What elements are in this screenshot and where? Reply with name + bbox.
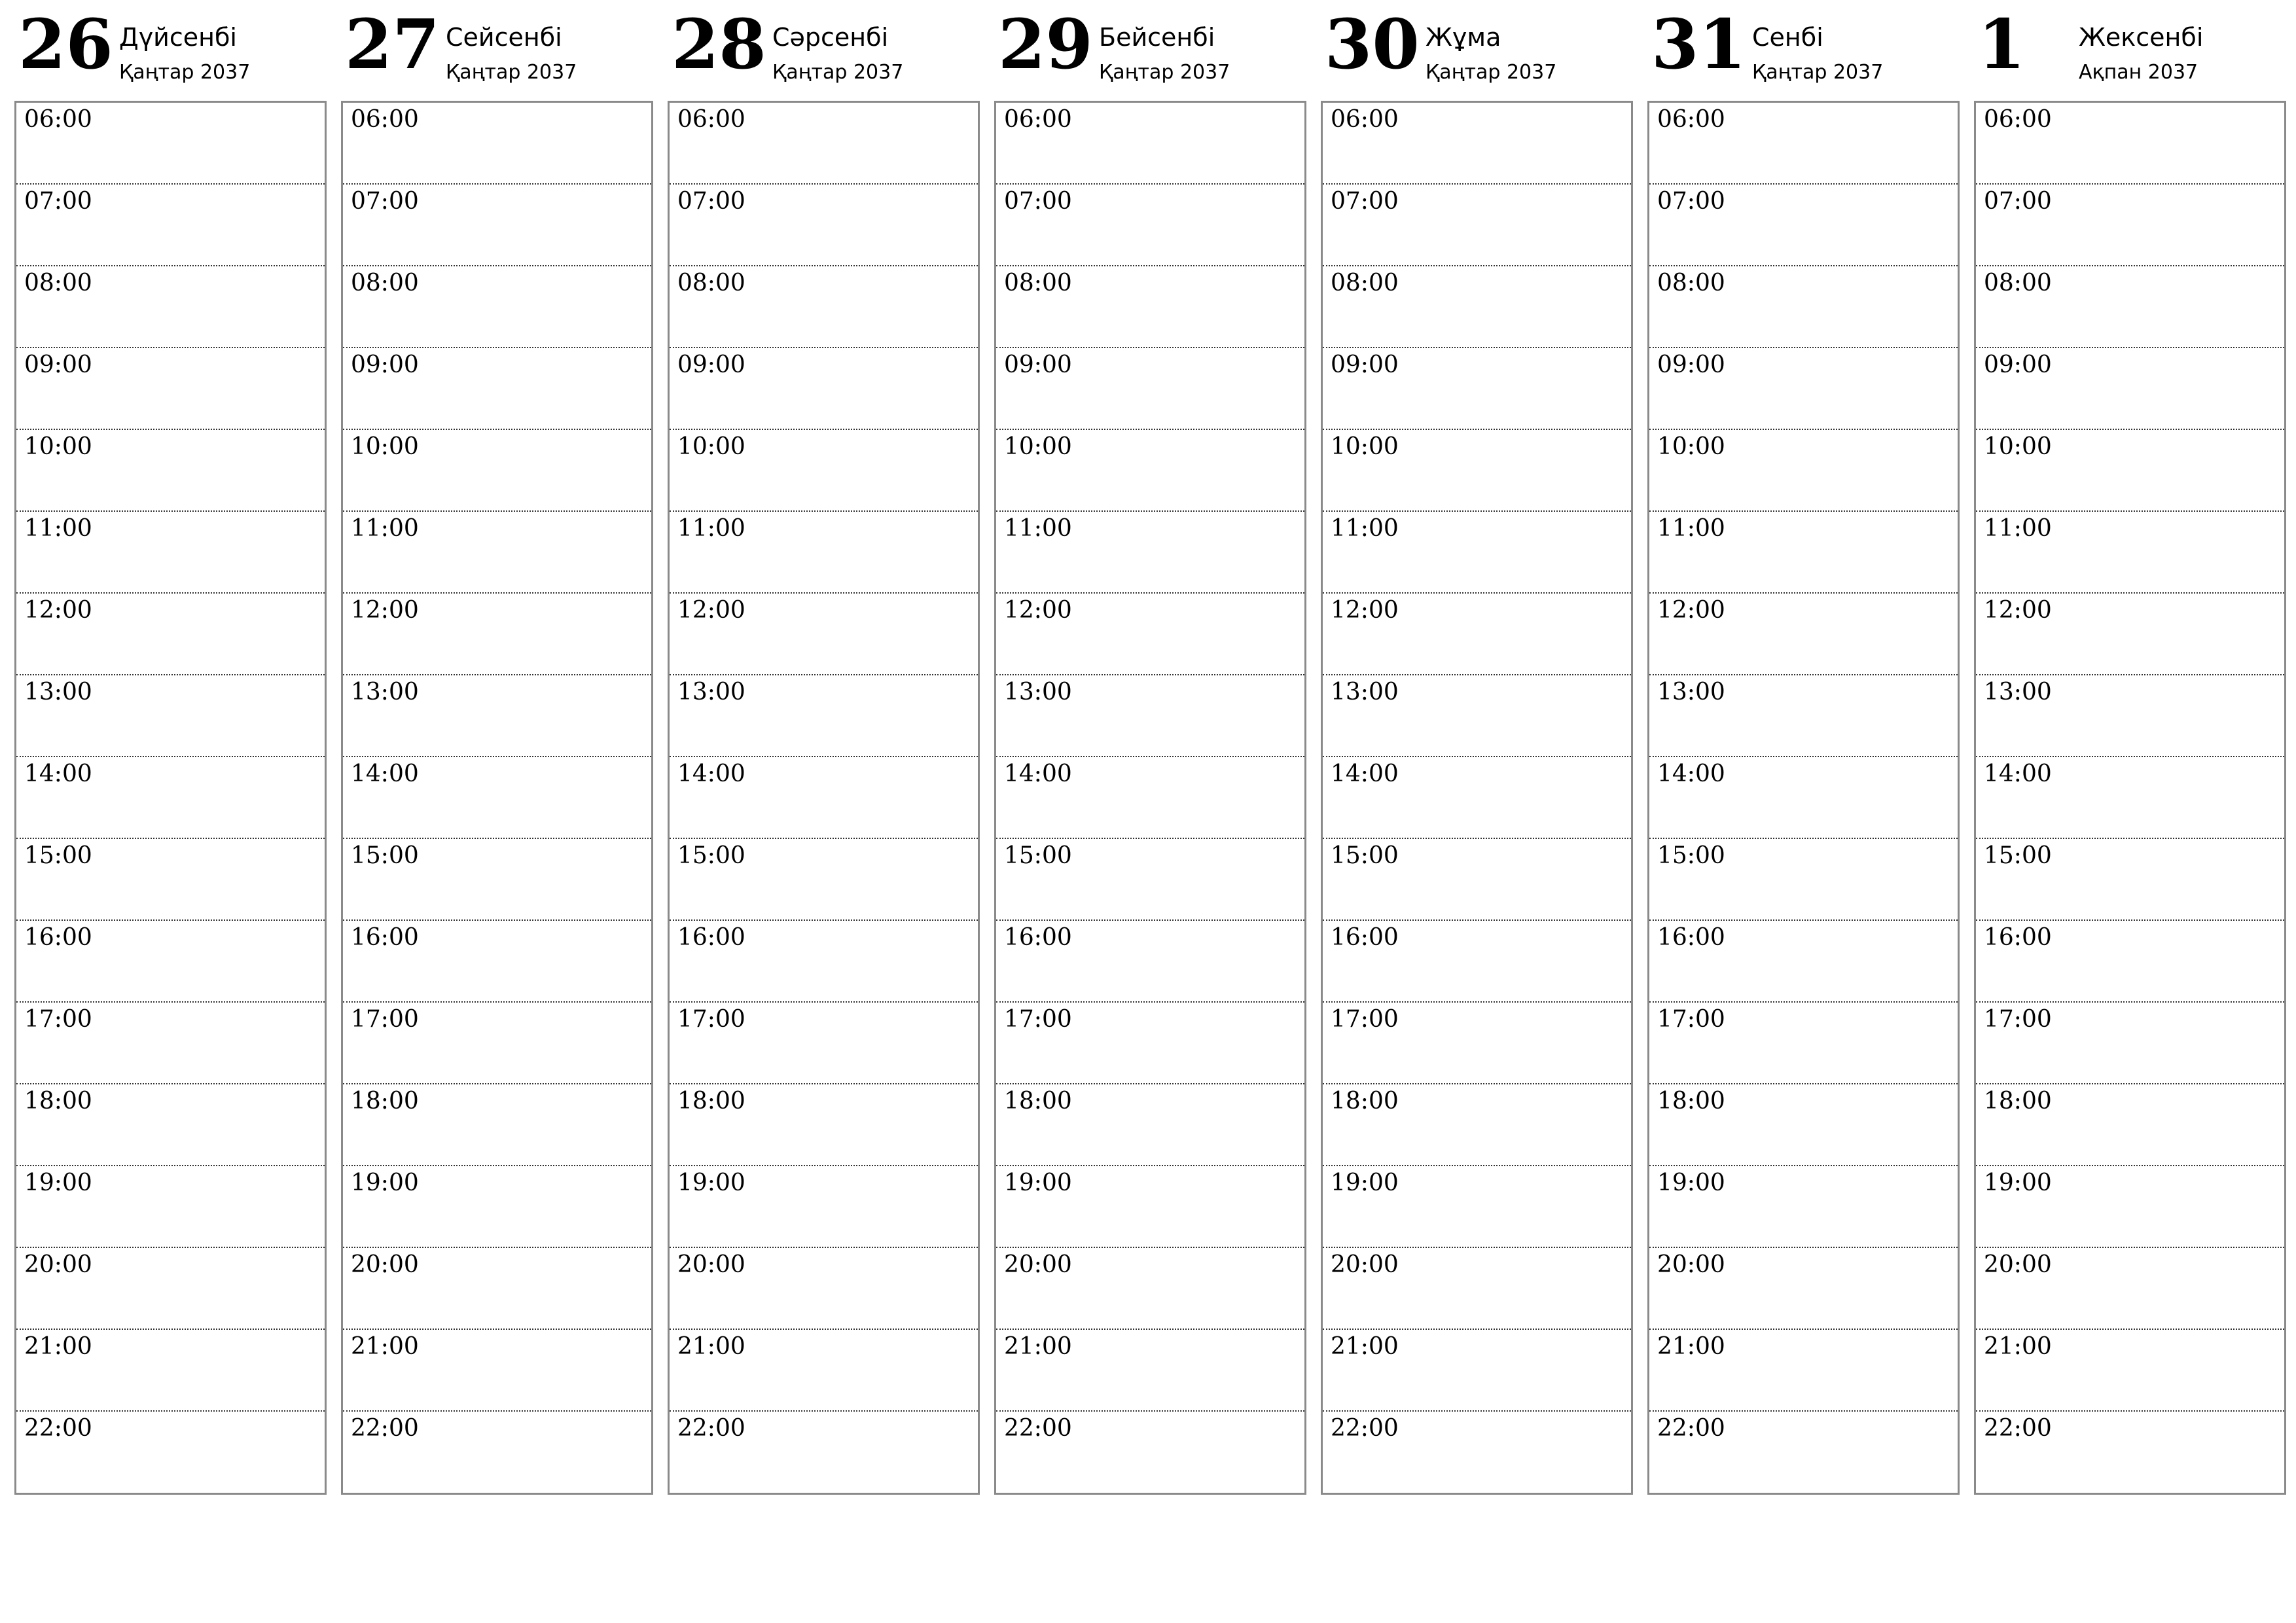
time-slot[interactable]: [670, 512, 978, 594]
day-month: Қаңтар 2037: [1752, 61, 1884, 84]
slot-time-label: 12:00: [1004, 597, 1072, 624]
day-schedule-box: [1647, 101, 1960, 1495]
slot-time-label: 14:00: [24, 760, 92, 787]
slot-time-label: 21:00: [1004, 1333, 1072, 1360]
slot-time-label: 15:00: [1331, 842, 1399, 869]
slot-time-label: 13:00: [1004, 679, 1072, 705]
time-slot[interactable]: [996, 921, 1304, 1003]
time-slot[interactable]: [16, 757, 325, 839]
slot-time-label: 17:00: [1984, 1006, 2052, 1033]
slot-time-label: 18:00: [1984, 1088, 2052, 1115]
time-slot[interactable]: [1323, 430, 1631, 512]
day-schedule-box: [341, 101, 653, 1495]
time-slot[interactable]: [16, 103, 325, 185]
time-slot[interactable]: [670, 348, 978, 430]
time-slot[interactable]: [343, 1003, 651, 1084]
time-slot[interactable]: [1323, 594, 1631, 675]
time-slot[interactable]: [996, 103, 1304, 185]
slot-time-label: 08:00: [677, 270, 745, 296]
day-column-3: [994, 0, 1306, 1495]
time-slot[interactable]: [1649, 675, 1958, 757]
slot-time-label: 14:00: [1004, 760, 1072, 787]
time-slot[interactable]: [343, 1166, 651, 1248]
time-slot[interactable]: [1976, 430, 2284, 512]
day-weekday: Дүйсенбі: [119, 23, 237, 52]
time-slot[interactable]: [1323, 266, 1631, 348]
day-header-2: [668, 0, 980, 101]
time-slot[interactable]: [670, 103, 978, 185]
time-slot[interactable]: [1323, 103, 1631, 185]
slot-time-label: 11:00: [677, 515, 745, 542]
slot-time-label: 19:00: [351, 1169, 419, 1196]
time-slot[interactable]: [343, 1330, 651, 1412]
time-slot[interactable]: [1649, 430, 1958, 512]
slot-time-label: 19:00: [1984, 1169, 2052, 1196]
slot-time-label: 22:00: [24, 1415, 92, 1442]
slot-time-label: 12:00: [351, 597, 419, 624]
time-slot[interactable]: [1649, 1330, 1958, 1412]
slot-time-label: 13:00: [1984, 679, 2052, 705]
slot-time-label: 10:00: [1984, 433, 2052, 460]
slot-time-label: 15:00: [1004, 842, 1072, 869]
slot-time-label: 17:00: [1004, 1006, 1072, 1033]
slot-time-label: 14:00: [351, 760, 419, 787]
slot-time-label: 21:00: [24, 1333, 92, 1360]
time-slot[interactable]: [16, 675, 325, 757]
time-slot[interactable]: [1649, 348, 1958, 430]
time-slot[interactable]: [670, 185, 978, 266]
time-slot[interactable]: [1323, 1003, 1631, 1084]
time-slot[interactable]: [1323, 1084, 1631, 1166]
time-slot[interactable]: [16, 839, 325, 921]
day-weekday: Сәрсенбі: [772, 23, 889, 52]
day-header-5: [1647, 0, 1960, 101]
slot-time-label: 13:00: [1331, 679, 1399, 705]
slot-time-label: 18:00: [677, 1088, 745, 1115]
slot-time-label: 22:00: [677, 1415, 745, 1442]
time-slot[interactable]: [1976, 185, 2284, 266]
time-slot[interactable]: [996, 185, 1304, 266]
slot-time-label: 17:00: [351, 1006, 419, 1033]
time-slot[interactable]: [1976, 594, 2284, 675]
time-slot[interactable]: [996, 430, 1304, 512]
day-column-4: [1321, 0, 1633, 1495]
slot-time-label: 09:00: [1331, 351, 1399, 378]
slot-time-label: 08:00: [1984, 270, 2052, 296]
slot-time-label: 16:00: [677, 924, 745, 951]
time-slot[interactable]: [16, 185, 325, 266]
slot-time-label: 14:00: [1657, 760, 1725, 787]
time-slot[interactable]: [1976, 839, 2284, 921]
day-header-3: [994, 0, 1306, 101]
day-number: 28: [672, 4, 766, 84]
time-slot[interactable]: [1976, 675, 2284, 757]
time-slot[interactable]: [1649, 757, 1958, 839]
slot-time-label: 19:00: [1331, 1169, 1399, 1196]
slot-time-label: 20:00: [1004, 1251, 1072, 1278]
day-schedule-box: [14, 101, 327, 1495]
day-header-1: [341, 0, 653, 101]
slot-time-label: 22:00: [1004, 1415, 1072, 1442]
time-slot[interactable]: [996, 1330, 1304, 1412]
slot-time-label: 10:00: [24, 433, 92, 460]
day-number: 29: [998, 4, 1093, 84]
slot-time-label: 12:00: [24, 597, 92, 624]
slot-time-label: 10:00: [1004, 433, 1072, 460]
time-slot[interactable]: [1323, 1166, 1631, 1248]
time-slot[interactable]: [1976, 1330, 2284, 1412]
slot-time-label: 20:00: [1984, 1251, 2052, 1278]
slot-time-label: 08:00: [1331, 270, 1399, 296]
time-slot[interactable]: [1649, 185, 1958, 266]
slot-time-label: 11:00: [1004, 515, 1072, 542]
day-header-6: [1974, 0, 2286, 101]
day-column-6: [1974, 0, 2286, 1495]
time-slot[interactable]: [16, 266, 325, 348]
day-schedule-box: [668, 101, 980, 1495]
slot-time-label: 10:00: [351, 433, 419, 460]
day-header-0: [14, 0, 327, 101]
day-schedule-box: [994, 101, 1306, 1495]
day-header-4: [1321, 0, 1633, 101]
slot-time-label: 09:00: [24, 351, 92, 378]
day-month: Қаңтар 2037: [1426, 61, 1557, 84]
slot-time-label: 07:00: [1657, 188, 1725, 215]
time-slot[interactable]: [1976, 1248, 2284, 1330]
time-slot[interactable]: [16, 1330, 325, 1412]
slot-time-label: 12:00: [1331, 597, 1399, 624]
time-slot[interactable]: [16, 1084, 325, 1166]
time-slot[interactable]: [670, 675, 978, 757]
time-slot[interactable]: [16, 1166, 325, 1248]
slot-time-label: 20:00: [677, 1251, 745, 1278]
day-weekday: Жұма: [1426, 23, 1501, 52]
slot-time-label: 07:00: [1004, 188, 1072, 215]
slot-time-label: 06:00: [1657, 106, 1725, 133]
day-column-2: [668, 0, 980, 1495]
time-slot[interactable]: [343, 675, 651, 757]
time-slot[interactable]: [996, 675, 1304, 757]
slot-time-label: 22:00: [1657, 1415, 1725, 1442]
slot-time-label: 18:00: [24, 1088, 92, 1115]
slot-time-label: 20:00: [351, 1251, 419, 1278]
slot-time-label: 12:00: [677, 597, 745, 624]
time-slot[interactable]: [670, 757, 978, 839]
slot-time-label: 07:00: [1331, 188, 1399, 215]
slot-time-label: 15:00: [24, 842, 92, 869]
time-slot[interactable]: [670, 1412, 978, 1493]
slot-time-label: 18:00: [351, 1088, 419, 1115]
time-slot[interactable]: [1649, 839, 1958, 921]
slot-time-label: 14:00: [677, 760, 745, 787]
slot-time-label: 07:00: [1984, 188, 2052, 215]
slot-time-label: 08:00: [351, 270, 419, 296]
time-slot[interactable]: [996, 1166, 1304, 1248]
slot-time-label: 11:00: [1984, 515, 2052, 542]
slot-time-label: 19:00: [24, 1169, 92, 1196]
weekly-planner: [14, 0, 2286, 1495]
time-slot[interactable]: [1323, 1330, 1631, 1412]
slot-time-label: 09:00: [351, 351, 419, 378]
day-number: 26: [18, 4, 113, 84]
day-number: 27: [345, 4, 440, 84]
day-weekday: Бейсенбі: [1099, 23, 1215, 52]
time-slot[interactable]: [343, 1412, 651, 1493]
time-slot[interactable]: [1976, 921, 2284, 1003]
slot-time-label: 17:00: [677, 1006, 745, 1033]
time-slot[interactable]: [1649, 594, 1958, 675]
time-slot[interactable]: [1976, 1003, 2284, 1084]
time-slot[interactable]: [1649, 512, 1958, 594]
time-slot[interactable]: [1649, 1412, 1958, 1493]
slot-time-label: 21:00: [1331, 1333, 1399, 1360]
slot-time-label: 06:00: [24, 106, 92, 133]
time-slot[interactable]: [16, 430, 325, 512]
time-slot[interactable]: [16, 921, 325, 1003]
time-slot[interactable]: [343, 512, 651, 594]
time-slot[interactable]: [670, 921, 978, 1003]
time-slot[interactable]: [343, 430, 651, 512]
day-month: Қаңтар 2037: [446, 61, 577, 84]
time-slot[interactable]: [1976, 1084, 2284, 1166]
slot-time-label: 15:00: [677, 842, 745, 869]
slot-time-label: 13:00: [677, 679, 745, 705]
time-slot[interactable]: [343, 839, 651, 921]
slot-time-label: 22:00: [1984, 1415, 2052, 1442]
time-slot[interactable]: [670, 594, 978, 675]
day-number: 30: [1325, 4, 1420, 84]
slot-time-label: 06:00: [1984, 106, 2052, 133]
time-slot[interactable]: [343, 1084, 651, 1166]
day-number: 31: [1651, 4, 1746, 84]
slot-time-label: 07:00: [24, 188, 92, 215]
time-slot[interactable]: [670, 266, 978, 348]
slot-time-label: 16:00: [1004, 924, 1072, 951]
time-slot[interactable]: [16, 594, 325, 675]
day-month: Қаңтар 2037: [772, 61, 904, 84]
slot-time-label: 21:00: [677, 1333, 745, 1360]
time-slot[interactable]: [996, 1412, 1304, 1493]
time-slot[interactable]: [670, 1330, 978, 1412]
slot-time-label: 09:00: [677, 351, 745, 378]
time-slot[interactable]: [996, 839, 1304, 921]
slot-time-label: 08:00: [1657, 270, 1725, 296]
slot-time-label: 10:00: [1657, 433, 1725, 460]
slot-time-label: 21:00: [1657, 1333, 1725, 1360]
slot-time-label: 17:00: [24, 1006, 92, 1033]
slot-time-label: 18:00: [1331, 1088, 1399, 1115]
time-slot[interactable]: [1323, 839, 1631, 921]
day-month: Қаңтар 2037: [1099, 61, 1230, 84]
time-slot[interactable]: [343, 1248, 651, 1330]
time-slot[interactable]: [670, 839, 978, 921]
slot-time-label: 06:00: [351, 106, 419, 133]
slot-time-label: 10:00: [1331, 433, 1399, 460]
slot-time-label: 15:00: [351, 842, 419, 869]
day-column-1: [341, 0, 653, 1495]
time-slot[interactable]: [343, 103, 651, 185]
time-slot[interactable]: [996, 1084, 1304, 1166]
time-slot[interactable]: [1323, 921, 1631, 1003]
time-slot[interactable]: [1323, 757, 1631, 839]
time-slot[interactable]: [343, 921, 651, 1003]
slot-time-label: 08:00: [1004, 270, 1072, 296]
time-slot[interactable]: [1323, 1412, 1631, 1493]
time-slot[interactable]: [996, 348, 1304, 430]
slot-time-label: 19:00: [1004, 1169, 1072, 1196]
time-slot[interactable]: [1976, 348, 2284, 430]
time-slot[interactable]: [16, 348, 325, 430]
slot-time-label: 15:00: [1984, 842, 2052, 869]
day-column-0: [14, 0, 327, 1495]
time-slot[interactable]: [1649, 1166, 1958, 1248]
slot-time-label: 06:00: [1004, 106, 1072, 133]
time-slot[interactable]: [1649, 266, 1958, 348]
day-month: Ақпан 2037: [2079, 61, 2198, 84]
time-slot[interactable]: [996, 512, 1304, 594]
time-slot[interactable]: [343, 348, 651, 430]
slot-time-label: 07:00: [351, 188, 419, 215]
time-slot[interactable]: [16, 1412, 325, 1493]
slot-time-label: 20:00: [24, 1251, 92, 1278]
slot-time-label: 10:00: [677, 433, 745, 460]
slot-time-label: 18:00: [1004, 1088, 1072, 1115]
slot-time-label: 06:00: [677, 106, 745, 133]
time-slot[interactable]: [343, 757, 651, 839]
slot-time-label: 14:00: [1984, 760, 2052, 787]
time-slot[interactable]: [1649, 921, 1958, 1003]
slot-time-label: 06:00: [1331, 106, 1399, 133]
slot-time-label: 11:00: [1331, 515, 1399, 542]
slot-time-label: 14:00: [1331, 760, 1399, 787]
time-slot[interactable]: [996, 757, 1304, 839]
time-slot[interactable]: [996, 266, 1304, 348]
slot-time-label: 09:00: [1004, 351, 1072, 378]
time-slot[interactable]: [1976, 512, 2284, 594]
slot-time-label: 09:00: [1657, 351, 1725, 378]
slot-time-label: 22:00: [351, 1415, 419, 1442]
time-slot[interactable]: [1976, 1412, 2284, 1493]
slot-time-label: 17:00: [1331, 1006, 1399, 1033]
day-weekday: Сейсенбі: [446, 23, 562, 52]
slot-time-label: 20:00: [1331, 1251, 1399, 1278]
time-slot[interactable]: [343, 594, 651, 675]
time-slot[interactable]: [996, 594, 1304, 675]
slot-time-label: 11:00: [351, 515, 419, 542]
slot-time-label: 16:00: [351, 924, 419, 951]
time-slot[interactable]: [996, 1003, 1304, 1084]
slot-time-label: 17:00: [1657, 1006, 1725, 1033]
day-weekday: Жексенбі: [2079, 23, 2204, 52]
day-schedule-box: [1974, 101, 2286, 1495]
time-slot[interactable]: [1323, 185, 1631, 266]
time-slot[interactable]: [1976, 757, 2284, 839]
slot-time-label: 11:00: [24, 515, 92, 542]
slot-time-label: 16:00: [1984, 924, 2052, 951]
time-slot[interactable]: [1649, 1248, 1958, 1330]
slot-time-label: 09:00: [1984, 351, 2052, 378]
time-slot[interactable]: [343, 266, 651, 348]
time-slot[interactable]: [16, 1003, 325, 1084]
time-slot[interactable]: [1323, 512, 1631, 594]
day-weekday: Сенбі: [1752, 23, 1823, 52]
slot-time-label: 19:00: [677, 1169, 745, 1196]
slot-time-label: 21:00: [351, 1333, 419, 1360]
slot-time-label: 16:00: [1657, 924, 1725, 951]
time-slot[interactable]: [670, 1084, 978, 1166]
time-slot[interactable]: [996, 1248, 1304, 1330]
slot-time-label: 07:00: [677, 188, 745, 215]
time-slot[interactable]: [1976, 103, 2284, 185]
slot-time-label: 19:00: [1657, 1169, 1725, 1196]
time-slot[interactable]: [343, 185, 651, 266]
slot-time-label: 12:00: [1657, 597, 1725, 624]
time-slot[interactable]: [1976, 266, 2284, 348]
time-slot[interactable]: [1323, 348, 1631, 430]
day-schedule-box: [1321, 101, 1633, 1495]
slot-time-label: 16:00: [1331, 924, 1399, 951]
slot-time-label: 13:00: [1657, 679, 1725, 705]
slot-time-label: 18:00: [1657, 1088, 1725, 1115]
time-slot[interactable]: [670, 1166, 978, 1248]
slot-time-label: 08:00: [24, 270, 92, 296]
slot-time-label: 15:00: [1657, 842, 1725, 869]
day-month: Қаңтар 2037: [119, 61, 251, 84]
time-slot[interactable]: [1323, 1248, 1631, 1330]
time-slot[interactable]: [1649, 1084, 1958, 1166]
slot-time-label: 16:00: [24, 924, 92, 951]
time-slot[interactable]: [1976, 1166, 2284, 1248]
slot-time-label: 12:00: [1984, 597, 2052, 624]
time-slot[interactable]: [1649, 1003, 1958, 1084]
time-slot[interactable]: [1649, 103, 1958, 185]
time-slot[interactable]: [1323, 675, 1631, 757]
slot-time-label: 13:00: [351, 679, 419, 705]
time-slot[interactable]: [670, 430, 978, 512]
slot-time-label: 11:00: [1657, 515, 1725, 542]
day-column-5: [1647, 0, 1960, 1495]
slot-time-label: 20:00: [1657, 1251, 1725, 1278]
time-slot[interactable]: [16, 512, 325, 594]
slot-time-label: 22:00: [1331, 1415, 1399, 1442]
time-slot[interactable]: [16, 1248, 325, 1330]
slot-time-label: 21:00: [1984, 1333, 2052, 1360]
time-slot[interactable]: [670, 1003, 978, 1084]
day-number: 1: [1978, 4, 2026, 84]
time-slot[interactable]: [670, 1248, 978, 1330]
slot-time-label: 13:00: [24, 679, 92, 705]
